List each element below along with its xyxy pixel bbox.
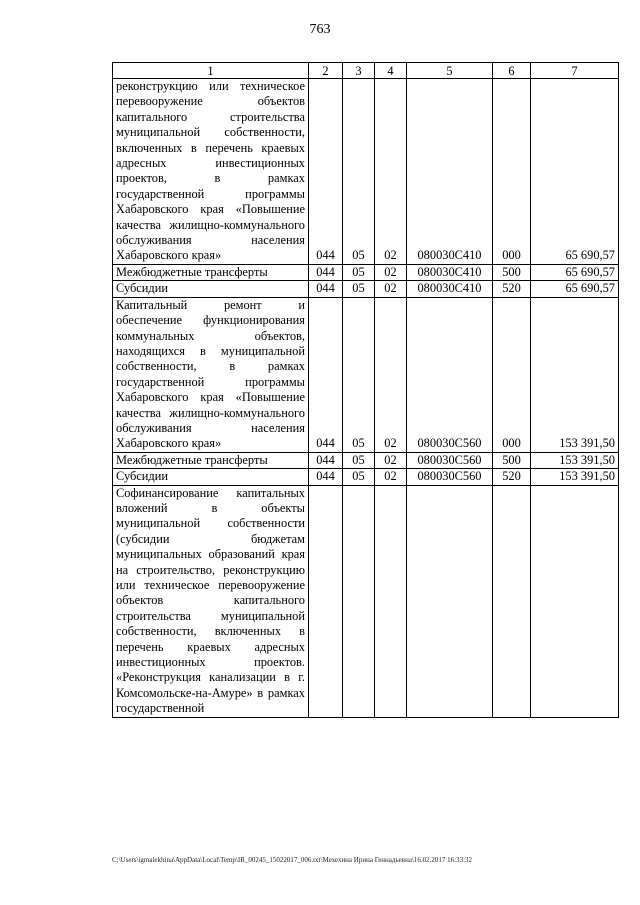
column-header: 1 [113,63,309,79]
amount: 65 690,57 [531,281,619,297]
subsection-code: 02 [375,264,407,280]
target-item-code: 080030С560 [407,452,493,468]
budget-table [112,62,619,718]
amount: 65 690,57 [531,79,619,265]
column-header: 6 [493,63,531,79]
ministry-code: 044 [309,297,343,452]
column-header: 7 [531,63,619,79]
column-header: 2 [309,63,343,79]
table-row [113,485,619,717]
column-header: 5 [407,63,493,79]
table-row [113,281,619,297]
page-number: 763 [309,22,331,37]
row-description: Субсидии [113,469,309,485]
section-code: 05 [343,452,375,468]
target-item-code: 080030С560 [407,469,493,485]
amount: 65 690,57 [531,264,619,280]
subsection-code: 02 [375,469,407,485]
column-header: 4 [375,63,407,79]
subsection-code: 02 [375,281,407,297]
section-code [343,485,375,717]
target-item-code: 080030С410 [407,264,493,280]
target-item-code: 080030С560 [407,297,493,452]
column-header: 3 [343,63,375,79]
target-item-code [407,485,493,717]
file-path-footer: C:\Users\igmalekhina\AppData\Local\Temp\IR_00245_15022017_006.txt\Мехехина Ирина Геннадьевна\16.02.2017 16:33:32 [112,856,473,864]
table-row [113,264,619,280]
table-row [113,79,619,265]
subsection-code: 02 [375,452,407,468]
ministry-code: 044 [309,264,343,280]
subsection-code [375,485,407,717]
ministry-code: 044 [309,452,343,468]
row-description: Субсидии [113,281,309,297]
table-row [113,469,619,485]
section-code: 05 [343,469,375,485]
expense-type-code: 500 [493,264,531,280]
expense-type-code: 000 [493,297,531,452]
ministry-code: 044 [309,79,343,265]
header-row [113,63,619,79]
expense-type-code: 520 [493,281,531,297]
amount: 153 391,50 [531,469,619,485]
amount [531,485,619,717]
row-description: Капитальный ремонт и обеспечение функционирования коммунальных объектов, находящихся в муниципальной собственности, в рамках государственной программы Хабаровского края «Повышение качества жилищно-коммунального обслуживания населения Хабаровского края» [113,297,309,452]
row-description: Межбюджетные трансферты [113,452,309,468]
amount: 153 391,50 [531,452,619,468]
ministry-code [309,485,343,717]
expense-type-code: 500 [493,452,531,468]
expense-type-code [493,485,531,717]
subsection-code: 02 [375,79,407,265]
section-code: 05 [343,264,375,280]
expense-type-code: 520 [493,469,531,485]
table-row [113,452,619,468]
row-description: Софинансирование капитальных вложений в объекты муниципальной собственности (субсидии бюджетам муниципальных образований края на строительство, реконструкцию или техническое перевооружение объектов капитального строительства муниципальной собственности, включенных в перечень краевых адресных инвестиционных проектов. «Реконструкция канализации в г. Комсомольске-на-Амуре» в рамках государственной [113,485,309,717]
subsection-code: 02 [375,297,407,452]
row-description: реконструкцию или техническое перевооружение объектов капитального строительства муниципальной собственности, включенных в перечень краевых адресных инвестиционных проектов, в рамках государственной программы Хабаровского края «Повышение качества жилищно-коммунального обслуживания населения Хабаровского края» [113,79,309,265]
ministry-code: 044 [309,281,343,297]
target-item-code: 080030С410 [407,281,493,297]
row-description: Межбюджетные трансферты [113,264,309,280]
section-code: 05 [343,79,375,265]
amount: 153 391,50 [531,297,619,452]
expense-type-code: 000 [493,79,531,265]
table-row [113,297,619,452]
section-code: 05 [343,281,375,297]
target-item-code: 080030С410 [407,79,493,265]
ministry-code: 044 [309,469,343,485]
section-code: 05 [343,297,375,452]
